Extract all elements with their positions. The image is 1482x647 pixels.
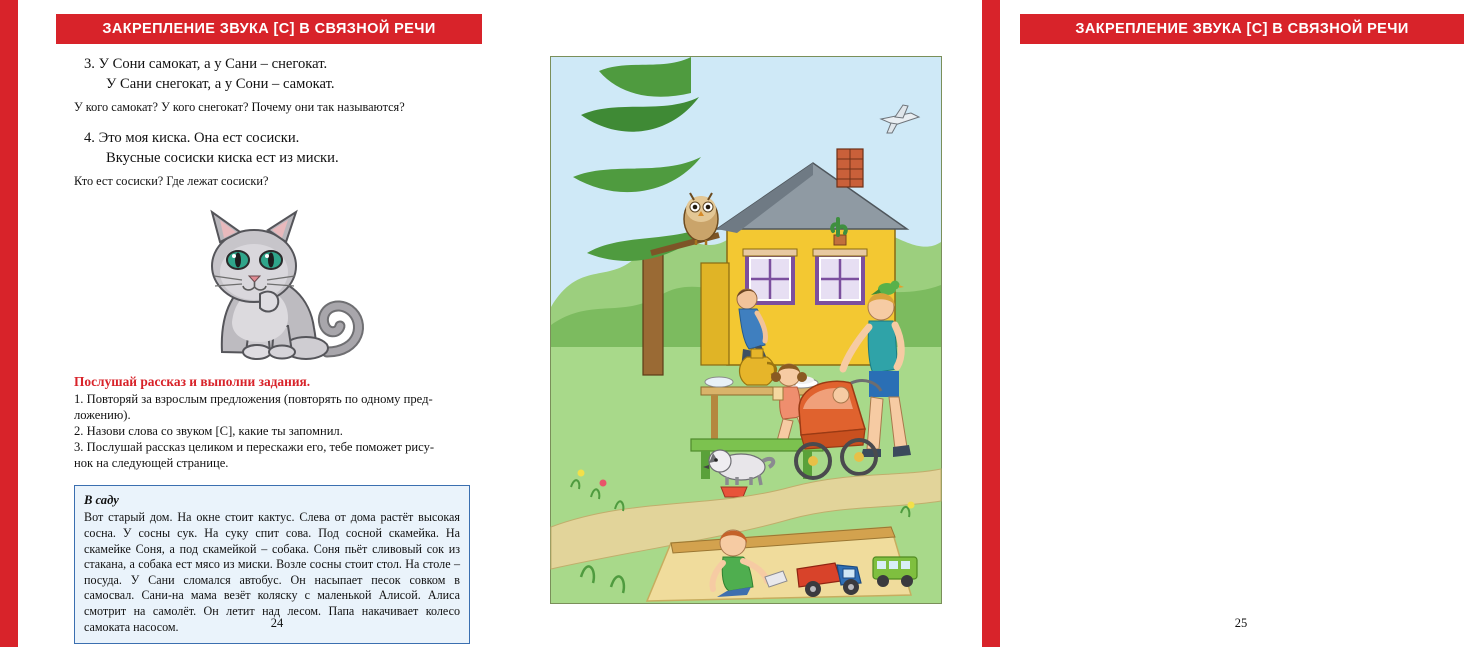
exercise-3-number: 3.: [84, 56, 95, 72]
exercise-3-question: У кого самокат? У кого снегокат? Почему они так называются?: [74, 100, 405, 115]
exercise-4-line-2: Вкусные сосиски киска ест из миски.: [106, 150, 339, 167]
task-line-3: 2. Назови слова со звуком [С], какие ты запомнил.: [74, 424, 343, 439]
task-line-1: 1. Повторяй за взрослым предложения (повторять по одному пред-: [74, 392, 433, 407]
exercise-4-text-1: Это моя киска. Она ест сосиски.: [98, 130, 300, 147]
task-line-2: ложению).: [74, 408, 131, 423]
right-page-number: 25: [1234, 616, 1248, 630]
task-list: [74, 392, 470, 472]
exercise-4-question: Кто ест сосиски? Где лежат сосиски?: [74, 174, 269, 189]
exercise-3-text-1: У Сони самокат, а у Сани – снегокат.: [98, 56, 328, 72]
garden-scene-illustration: [550, 56, 942, 604]
right-red-margin-bar: [982, 0, 1000, 647]
garden-scene-drawing: [551, 57, 941, 603]
exercise-3: [74, 54, 470, 94]
story-title: В саду: [84, 493, 119, 508]
cat-illustration: [74, 202, 470, 374]
cat-drawing: [74, 202, 470, 374]
right-page: [500, 0, 1409, 647]
task-heading: Послушай рассказ и выполни задания.: [74, 374, 311, 390]
story-text: Вот старый дом. На окне стоит кактус. Слева от дома растёт высокая сосна. У сосны сук. На суку спит сова. Под сосной скамейка. На скамейке Соня, а под скамейкой – собака. Соня пьёт сливовый сок из стакана, а собака ест мясо из миски. Возле сосны стоит стол. На столе – посуда. У Сани сломался автобус. Он насыпает песок совком в самосвал. Сани-на мама везёт коляску с маленькой Алисой. Алиса смотрит на самолёт. Он летит над лесом. Папа накачивает колесо самоката насосом.: [84, 510, 460, 634]
left-page: [18, 0, 500, 647]
left-page-number: 24: [270, 616, 284, 630]
exercise-3-line-2: У Сани снегокат, а у Сони – самокат.: [106, 76, 335, 93]
exercise-4: [74, 128, 470, 168]
task-line-5: нок на следующей странице.: [74, 456, 229, 471]
exercise-3-line-1: [74, 54, 470, 74]
right-page-header: ЗАКРЕПЛЕНИЕ ЗВУКА [С] В СВЯЗНОЙ РЕЧИ: [1020, 14, 1464, 44]
left-page-header: ЗАКРЕПЛЕНИЕ ЗВУКА [С] В СВЯЗНОЙ РЕЧИ: [56, 14, 482, 44]
task-line-4: 3. Послушай рассказ целиком и перескажи его, тебе поможет рису-: [74, 440, 435, 455]
left-page-content: [74, 54, 470, 644]
exercise-4-number: 4.: [84, 130, 95, 147]
left-red-margin-bar: [0, 0, 18, 647]
exercise-4-line-1: [74, 128, 470, 148]
